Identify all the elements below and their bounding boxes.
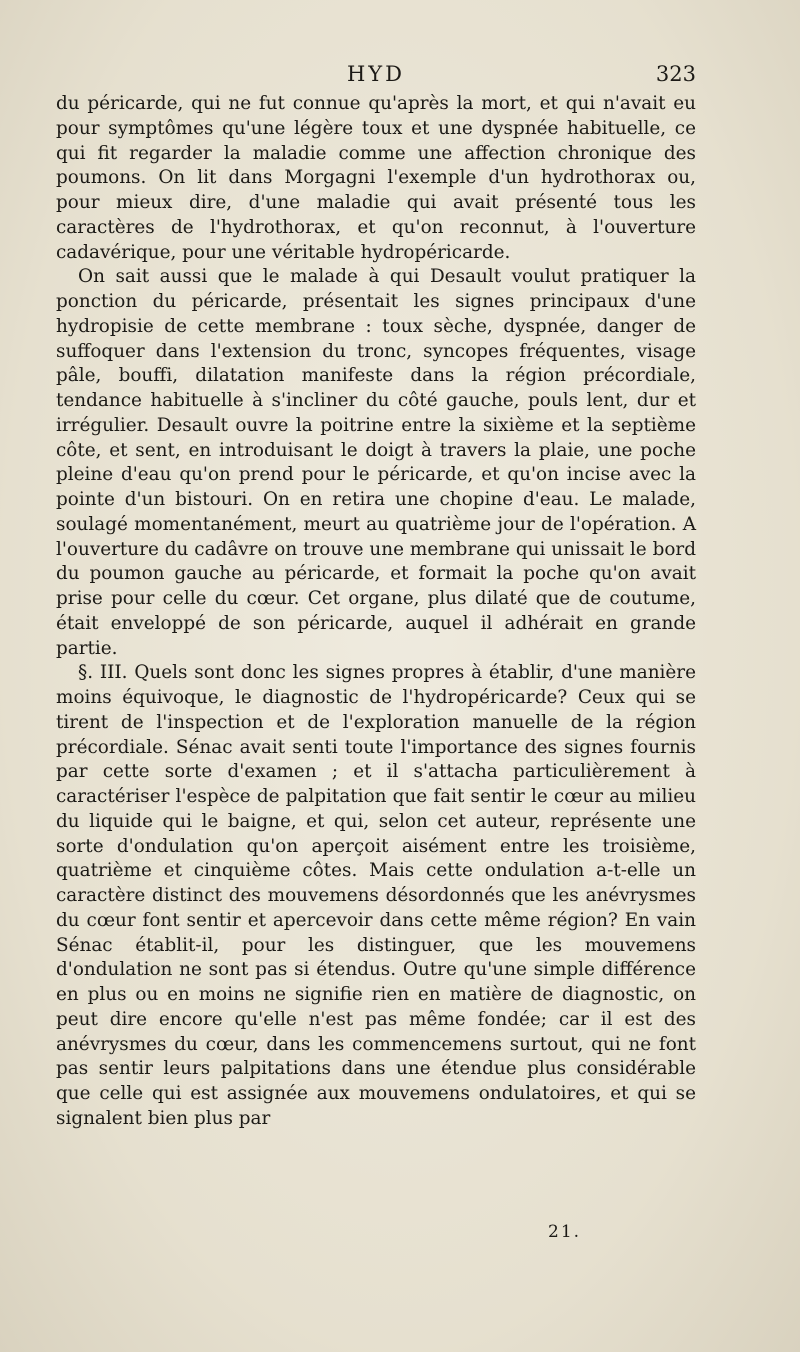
page-number: 323 xyxy=(655,62,696,86)
paragraph-2: On sait aussi que le malade à qui Desault voulut pratiquer la ponction du péricarde, présentait les signes principaux d'une hydropisie de cette membrane : toux sèche, dyspnée, danger de suffoquer dans l'extension du tronc, syncopes fréquentes, visage pâle, bouffi, dilatation manifeste dans la région précordiale, tendance habituelle à s'incliner du côté gauche, pouls lent, dur et irrégulier. Desault ouvre la poitrine entre la sixième et la septième côte, et sent, en introduisant le doigt à travers la plaie, une poche pleine d'eau qu'on prend pour le péricarde, et qu'on incise avec la pointe d'un bistouri. On en retira une chopine d'eau. Le malade, soulagé momentanément, meurt au quatrième jour de l'opération. A l'ouverture du cadâvre on trouve une membrane qui unissait le bord du poumon gauche au péricarde, et formait la poche qu'on avait prise pour celle du cœur. Cet organe, plus dilaté que de coutume, était enveloppé de son péricarde, auquel il adhérait en grande partie. xyxy=(56,266,696,659)
body-text xyxy=(56,92,696,1132)
paragraph-1: du péricarde, qui ne fut connue qu'après la mort, et qui n'avait eu pour symptômes qu'une légère toux et une dyspnée habituelle, ce qui fit regarder la maladie comme une affection chronique des poumons. On lit dans Morgagni l'exemple d'un hydrothorax ou, pour mieux dire, d'une maladie qui avait présenté tous les caractères de l'hydrothorax, et qu'on reconnut, à l'ouverture cadavérique, pour une véritable hydropéricarde. xyxy=(56,93,696,263)
signature-mark: 21. xyxy=(548,1222,582,1242)
running-head: HYD xyxy=(346,62,405,86)
paragraph-3: §. III. Quels sont donc les signes propres à établir, d'une manière moins équivoque, le diagnostic de l'hydropéricarde? Ceux qui se tirent de l'inspection et de l'exploration manuelle de la région précordiale. Sénac avait senti toute l'importance des signes fournis par cette sorte d'examen ; et il s'attacha particulièrement à caractériser l'espèce de palpitation que fait sentir le cœur au milieu du liquide qui le baigne, et qui, selon cet auteur, représente une sorte d'ondulation qu'on aperçoit aisément entre les troisième, quatrième et cinquième côtes. Mais cette ondulation a-t-elle un caractère distinct des mouvemens désordonnés que les anévrysmes du cœur font sentir et apercevoir dans cette même région? En vain Sénac établit-il, pour les distinguer, que les mouvemens d'ondulation ne sont pas si étendus. Outre qu'une simple différence en plus ou en moins ne signifie rien en matière de diagnostic, on peut dire encore qu'elle n'est pas même fondée; car il est des anévrysmes du cœur, dans les commencemens surtout, qui ne font pas sentir leurs palpitations dans une étendue plus considérable que celle qui est assignée aux mouvemens ondulatoires, et qui se signalent bien plus par xyxy=(56,662,696,1129)
page-header xyxy=(56,62,696,92)
